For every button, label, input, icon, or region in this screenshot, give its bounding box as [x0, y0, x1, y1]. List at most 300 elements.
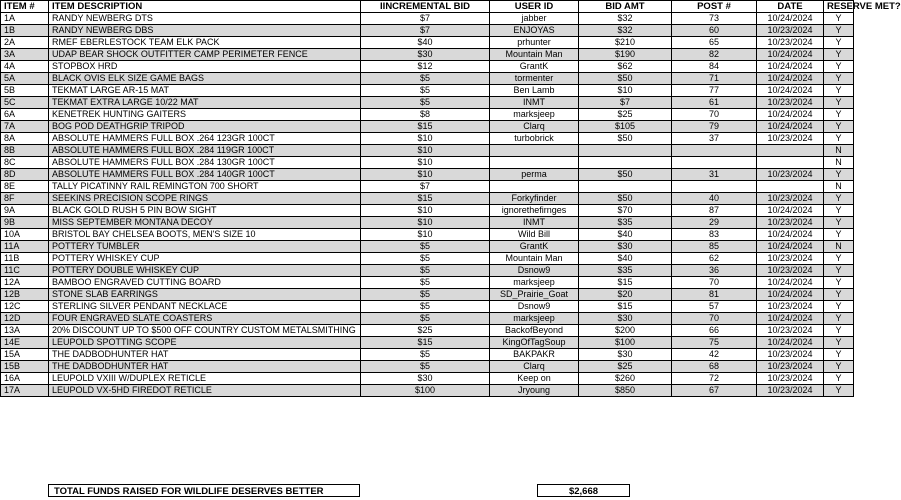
table-row	[1, 37, 854, 49]
item-number: 9B	[1, 217, 49, 229]
reserve-met: Y	[824, 193, 854, 205]
item-number: 2A	[1, 37, 49, 49]
user-id: perma	[490, 169, 579, 181]
bid-amount: $210	[579, 37, 672, 49]
table-row	[1, 289, 854, 301]
item-number: 12D	[1, 313, 49, 325]
item-description: LEUPOLD VXIII W/DUPLEX RETICLE	[49, 373, 361, 385]
post-number: 65	[672, 37, 757, 49]
item-description: SEEKINS PRECISION SCOPE RINGS	[49, 193, 361, 205]
user-id: Mountain Man	[490, 49, 579, 61]
reserve-met: Y	[824, 385, 854, 397]
user-id: GrantK	[490, 241, 579, 253]
bid-amount	[579, 157, 672, 169]
post-number	[672, 181, 757, 193]
post-number	[672, 157, 757, 169]
bid-amount-header: BID AMT	[579, 1, 672, 13]
item-description-header: ITEM DESCRIPTION	[49, 1, 361, 13]
incremental-bid: $5	[361, 289, 490, 301]
table-row	[1, 133, 854, 145]
bid-date: 10/24/2024	[757, 241, 824, 253]
table-row	[1, 97, 854, 109]
post-number: 57	[672, 301, 757, 313]
item-number: 8E	[1, 181, 49, 193]
incremental-bid: $7	[361, 13, 490, 25]
bid-date: 10/24/2024	[757, 277, 824, 289]
item-description: ABSOLUTE HAMMERS FULL BOX .264 123GR 100CT	[49, 133, 361, 145]
item-number: 8C	[1, 157, 49, 169]
post-number: 87	[672, 205, 757, 217]
bid-date: 10/23/2024	[757, 301, 824, 313]
incremental-bid: $25	[361, 325, 490, 337]
bid-date: 10/24/2024	[757, 61, 824, 73]
reserve-met: Y	[824, 49, 854, 61]
bid-date: 10/24/2024	[757, 121, 824, 133]
item-description: RMEF EBERLESTOCK TEAM ELK PACK	[49, 37, 361, 49]
reserve-met: Y	[824, 25, 854, 37]
user-id: marksjeep	[490, 109, 579, 121]
item-description: LEUPOLD VX-5HD FIREDOT RETICLE	[49, 385, 361, 397]
item-description: BLACK GOLD RUSH 5 PIN BOW SIGHT	[49, 205, 361, 217]
item-description: THE DADBODHUNTER HAT	[49, 349, 361, 361]
table-row	[1, 61, 854, 73]
bid-date: 10/24/2024	[757, 289, 824, 301]
post-number: 83	[672, 229, 757, 241]
incremental-bid: $15	[361, 193, 490, 205]
user-id: INMT	[490, 217, 579, 229]
item-description: TALLY PICATINNY RAIL REMINGTON 700 SHORT	[49, 181, 361, 193]
incremental-bid: $5	[361, 253, 490, 265]
bid-amount	[579, 145, 672, 157]
user-id-header: USER ID	[490, 1, 579, 13]
bid-amount: $35	[579, 265, 672, 277]
table-row	[1, 193, 854, 205]
incremental-bid: $12	[361, 61, 490, 73]
bid-amount: $200	[579, 325, 672, 337]
incremental-bid: $10	[361, 205, 490, 217]
item-number: 3A	[1, 49, 49, 61]
reserve-met: Y	[824, 133, 854, 145]
bid-date: 10/23/2024	[757, 133, 824, 145]
item-description: ABSOLUTE HAMMERS FULL BOX .284 140GR 100CT	[49, 169, 361, 181]
total-amount-cell	[537, 484, 630, 497]
bid-date: 10/23/2024	[757, 169, 824, 181]
item-number: 11A	[1, 241, 49, 253]
reserve-met: Y	[824, 361, 854, 373]
item-number: 4A	[1, 61, 49, 73]
bid-date: 10/23/2024	[757, 25, 824, 37]
user-id: Clarq	[490, 121, 579, 133]
post-number: 37	[672, 133, 757, 145]
user-id: BackofBeyond	[490, 325, 579, 337]
reserve-met: Y	[824, 37, 854, 49]
bid-amount: $40	[579, 229, 672, 241]
bid-amount: $62	[579, 61, 672, 73]
incremental-bid: $10	[361, 157, 490, 169]
reserve-met: Y	[824, 169, 854, 181]
reserve-met: Y	[824, 205, 854, 217]
item-number: 5B	[1, 85, 49, 97]
item-description: THE DADBODHUNTER HAT	[49, 361, 361, 373]
table-row	[1, 241, 854, 253]
reserve-met: Y	[824, 301, 854, 313]
reserve-met: Y	[824, 121, 854, 133]
reserve-met: Y	[824, 73, 854, 85]
table-row	[1, 337, 854, 349]
item-description: STOPBOX HRD	[49, 61, 361, 73]
item-description: BAMBOO ENGRAVED CUTTING BOARD	[49, 277, 361, 289]
reserve-met: Y	[824, 289, 854, 301]
table-row	[1, 205, 854, 217]
total-amount: $2,668	[568, 486, 599, 497]
incremental-bid: $10	[361, 169, 490, 181]
reserve-met: Y	[824, 13, 854, 25]
incremental-bid: $15	[361, 121, 490, 133]
table-row	[1, 109, 854, 121]
bid-amount: $190	[579, 49, 672, 61]
reserve-met: Y	[824, 253, 854, 265]
post-number: 81	[672, 289, 757, 301]
incremental-bid: $40	[361, 37, 490, 49]
table-row	[1, 145, 854, 157]
incremental-bid: $5	[361, 97, 490, 109]
user-id: BAKPAKR	[490, 349, 579, 361]
bid-date: 10/23/2024	[757, 265, 824, 277]
item-number: 8D	[1, 169, 49, 181]
post-number: 75	[672, 337, 757, 349]
bid-amount: $70	[579, 205, 672, 217]
incremental-bid-header: IINCREMENTAL BID	[361, 1, 490, 13]
item-number: 16A	[1, 373, 49, 385]
reserve-met: Y	[824, 109, 854, 121]
bid-amount: $15	[579, 277, 672, 289]
incremental-bid: $5	[361, 241, 490, 253]
bid-date	[757, 145, 824, 157]
bid-date	[757, 157, 824, 169]
post-number: 68	[672, 361, 757, 373]
user-id: marksjeep	[490, 313, 579, 325]
bid-amount: $32	[579, 25, 672, 37]
incremental-bid: $5	[361, 265, 490, 277]
reserve-met: Y	[824, 373, 854, 385]
bid-date: 10/24/2024	[757, 13, 824, 25]
item-number: 1B	[1, 25, 49, 37]
bid-date: 10/24/2024	[757, 73, 824, 85]
header-row	[1, 1, 854, 13]
reserve-met: Y	[824, 85, 854, 97]
table-body	[1, 13, 854, 397]
post-number: 36	[672, 265, 757, 277]
total-label-cell	[48, 484, 360, 497]
post-number: 67	[672, 385, 757, 397]
table-row	[1, 385, 854, 397]
table-row	[1, 73, 854, 85]
user-id: Jryoung	[490, 385, 579, 397]
bid-amount: $30	[579, 313, 672, 325]
user-id: SD_Prairie_Goat	[490, 289, 579, 301]
table-row	[1, 169, 854, 181]
item-number: 13A	[1, 325, 49, 337]
reserve-met: Y	[824, 349, 854, 361]
bid-amount: $10	[579, 85, 672, 97]
bid-amount: $105	[579, 121, 672, 133]
post-number: 72	[672, 373, 757, 385]
item-number: 5A	[1, 73, 49, 85]
table-row	[1, 277, 854, 289]
bid-amount: $850	[579, 385, 672, 397]
post-number: 66	[672, 325, 757, 337]
bid-date: 10/24/2024	[757, 109, 824, 121]
item-description: STERLING SILVER PENDANT NECKLACE	[49, 301, 361, 313]
item-number: 15A	[1, 349, 49, 361]
user-id: Keep on	[490, 373, 579, 385]
item-description: RANDY NEWBERG DBS	[49, 25, 361, 37]
item-number: 8F	[1, 193, 49, 205]
user-id: INMT	[490, 97, 579, 109]
reserve-met: N	[824, 181, 854, 193]
item-number: 12B	[1, 289, 49, 301]
reserve-met: Y	[824, 97, 854, 109]
post-number: 62	[672, 253, 757, 265]
post-number: 77	[672, 85, 757, 97]
incremental-bid: $5	[361, 361, 490, 373]
incremental-bid: $8	[361, 109, 490, 121]
bid-date: 10/23/2024	[757, 97, 824, 109]
table-row	[1, 217, 854, 229]
incremental-bid: $5	[361, 73, 490, 85]
incremental-bid: $10	[361, 217, 490, 229]
incremental-bid: $10	[361, 133, 490, 145]
bid-amount: $20	[579, 289, 672, 301]
bid-amount: $260	[579, 373, 672, 385]
post-number: 82	[672, 49, 757, 61]
post-number: 70	[672, 109, 757, 121]
table-row	[1, 85, 854, 97]
user-id	[490, 181, 579, 193]
reserve-met: Y	[824, 229, 854, 241]
item-description: ABSOLUTE HAMMERS FULL BOX .284 119GR 100CT	[49, 145, 361, 157]
item-number: 10A	[1, 229, 49, 241]
reserve-met: Y	[824, 337, 854, 349]
table-row	[1, 361, 854, 373]
bid-date: 10/24/2024	[757, 313, 824, 325]
bid-date: 10/23/2024	[757, 193, 824, 205]
reserve-met: Y	[824, 325, 854, 337]
reserve-met: Y	[824, 265, 854, 277]
item-description: MISS SEPTEMBER MONTANA DECOY	[49, 217, 361, 229]
bid-amount: $30	[579, 241, 672, 253]
bid-amount: $40	[579, 253, 672, 265]
bid-date: 10/23/2024	[757, 349, 824, 361]
incremental-bid: $7	[361, 181, 490, 193]
user-id: turbobrick	[490, 133, 579, 145]
user-id: prhunter	[490, 37, 579, 49]
item-description: TEKMAT EXTRA LARGE 10/22 MAT	[49, 97, 361, 109]
bid-amount: $50	[579, 193, 672, 205]
reserve-met: Y	[824, 61, 854, 73]
bid-date: 10/24/2024	[757, 337, 824, 349]
bid-amount: $35	[579, 217, 672, 229]
item-number: 8A	[1, 133, 49, 145]
bid-amount: $32	[579, 13, 672, 25]
post-number	[672, 145, 757, 157]
incremental-bid: $5	[361, 349, 490, 361]
user-id: ignorethefirnges	[490, 205, 579, 217]
post-number: 70	[672, 277, 757, 289]
bid-date: 10/23/2024	[757, 217, 824, 229]
post-number: 40	[672, 193, 757, 205]
user-id: jabber	[490, 13, 579, 25]
reserve-met: Y	[824, 217, 854, 229]
incremental-bid: $5	[361, 301, 490, 313]
bid-date: 10/24/2024	[757, 85, 824, 97]
user-id: KingOfTagSoup	[490, 337, 579, 349]
item-description: TEKMAT LARGE AR-15 MAT	[49, 85, 361, 97]
bid-date: 10/23/2024	[757, 325, 824, 337]
item-number: 11C	[1, 265, 49, 277]
table-row	[1, 301, 854, 313]
table-row	[1, 349, 854, 361]
item-description: RANDY NEWBERG DTS	[49, 13, 361, 25]
incremental-bid: $7	[361, 25, 490, 37]
post-number: 71	[672, 73, 757, 85]
reserve-met: N	[824, 241, 854, 253]
table-row	[1, 49, 854, 61]
post-number: 79	[672, 121, 757, 133]
incremental-bid: $10	[361, 229, 490, 241]
incremental-bid: $30	[361, 49, 490, 61]
item-number: 17A	[1, 385, 49, 397]
bid-amount	[579, 181, 672, 193]
item-number: 8B	[1, 145, 49, 157]
item-description: POTTERY TUMBLER	[49, 241, 361, 253]
item-number: 5C	[1, 97, 49, 109]
item-number: 12A	[1, 277, 49, 289]
post-number: 29	[672, 217, 757, 229]
table-row	[1, 157, 854, 169]
bid-date: 10/24/2024	[757, 229, 824, 241]
user-id: Mountain Man	[490, 253, 579, 265]
incremental-bid: $5	[361, 277, 490, 289]
user-id: GrantK	[490, 61, 579, 73]
bid-amount: $50	[579, 169, 672, 181]
post-number: 85	[672, 241, 757, 253]
item-number: 12C	[1, 301, 49, 313]
item-description: KENETREK HUNTING GAITERS	[49, 109, 361, 121]
bid-date	[757, 181, 824, 193]
item-description: ABSOLUTE HAMMERS FULL BOX .284 130GR 100CT	[49, 157, 361, 169]
user-id: Dsnow9	[490, 301, 579, 313]
item-number: 1A	[1, 13, 49, 25]
table-row	[1, 25, 854, 37]
table-row	[1, 121, 854, 133]
table-row	[1, 325, 854, 337]
incremental-bid: $10	[361, 145, 490, 157]
bid-date: 10/23/2024	[757, 253, 824, 265]
bid-date: 10/24/2024	[757, 205, 824, 217]
bid-amount: $7	[579, 97, 672, 109]
post-number: 31	[672, 169, 757, 181]
item-description: UDAP BEAR SHOCK OUTFITTER CAMP PERIMETER FENCE	[49, 49, 361, 61]
table-row	[1, 373, 854, 385]
item-description: POTTERY DOUBLE WHISKEY CUP	[49, 265, 361, 277]
table-row	[1, 13, 854, 25]
item-description: BLACK OVIS ELK SIZE GAME BAGS	[49, 73, 361, 85]
incremental-bid: $5	[361, 313, 490, 325]
bid-amount: $50	[579, 73, 672, 85]
bid-amount: $30	[579, 349, 672, 361]
item-number: 7A	[1, 121, 49, 133]
item-number: 15B	[1, 361, 49, 373]
post-number: 61	[672, 97, 757, 109]
item-number: 9A	[1, 205, 49, 217]
incremental-bid: $30	[361, 373, 490, 385]
bid-amount: $50	[579, 133, 672, 145]
item-number: 11B	[1, 253, 49, 265]
post-number: 42	[672, 349, 757, 361]
post-number: 73	[672, 13, 757, 25]
item-description: STONE SLAB EARRINGS	[49, 289, 361, 301]
table-row	[1, 265, 854, 277]
table-row	[1, 253, 854, 265]
item-description: BRISTOL BAY CHELSEA BOOTS, MEN'S SIZE 10	[49, 229, 361, 241]
table-row	[1, 181, 854, 193]
reserve-met: N	[824, 145, 854, 157]
incremental-bid: $15	[361, 337, 490, 349]
user-id: Forkyfinder	[490, 193, 579, 205]
bid-date: 10/23/2024	[757, 37, 824, 49]
user-id	[490, 145, 579, 157]
reserve-met: Y	[824, 277, 854, 289]
item-number: 6A	[1, 109, 49, 121]
bid-amount: $100	[579, 337, 672, 349]
reserve-met: Y	[824, 313, 854, 325]
table-row	[1, 229, 854, 241]
post-number-header: POST #	[672, 1, 757, 13]
user-id: Clarq	[490, 361, 579, 373]
item-description: BOG POD DEATHGRIP TRIPOD	[49, 121, 361, 133]
item-description: LEUPOLD SPOTTING SCOPE	[49, 337, 361, 349]
bid-amount: $25	[579, 361, 672, 373]
reserve-met-header: RESERVE MET?	[824, 1, 854, 13]
item-description: 20% DISCOUNT UP TO $500 OFF COUNTRY CUSTOM METALSMITHING	[49, 325, 361, 337]
bid-date: 10/23/2024	[757, 385, 824, 397]
user-id: Wild Bill	[490, 229, 579, 241]
post-number: 60	[672, 25, 757, 37]
bid-amount: $25	[579, 109, 672, 121]
item-description: POTTERY WHISKEY CUP	[49, 253, 361, 265]
user-id: ENJOYAS	[490, 25, 579, 37]
total-label: TOTAL FUNDS RAISED FOR WILDLIFE DESERVES BETTER	[54, 486, 324, 497]
date-header: DATE	[757, 1, 824, 13]
incremental-bid: $100	[361, 385, 490, 397]
bid-date: 10/23/2024	[757, 361, 824, 373]
post-number: 70	[672, 313, 757, 325]
bid-date: 10/23/2024	[757, 373, 824, 385]
user-id: tormenter	[490, 73, 579, 85]
bid-amount: $15	[579, 301, 672, 313]
user-id: Dsnow9	[490, 265, 579, 277]
incremental-bid: $5	[361, 85, 490, 97]
reserve-met: N	[824, 157, 854, 169]
bid-date: 10/24/2024	[757, 49, 824, 61]
user-id: marksjeep	[490, 277, 579, 289]
item-number: 14E	[1, 337, 49, 349]
user-id	[490, 157, 579, 169]
table-row	[1, 313, 854, 325]
item-number-header: ITEM #	[1, 1, 49, 13]
post-number: 84	[672, 61, 757, 73]
